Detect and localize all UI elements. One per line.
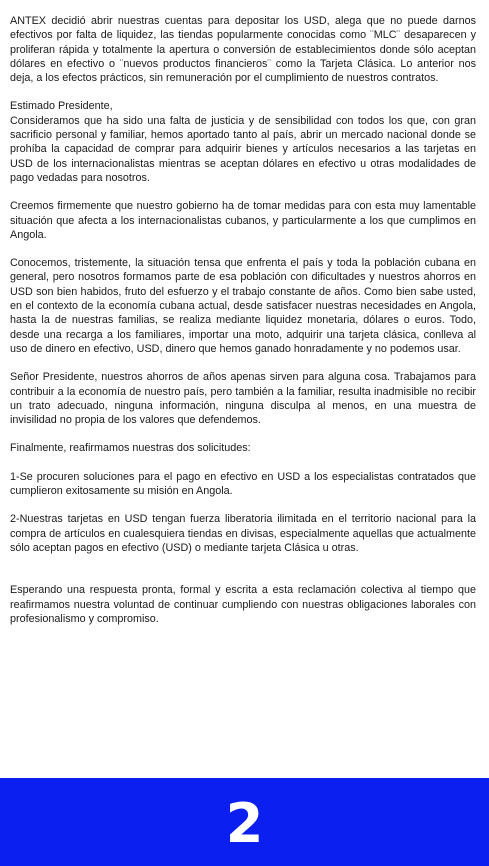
page-number: 2 bbox=[225, 792, 264, 855]
spacer bbox=[10, 185, 476, 199]
paragraph-justice: Consideramos que ha sido una falta de justicia y de sensibilidad con todos los que, con gran sacrificio personal y familiar, hemos aportado tanto al país, abrir un mercado nacional donde se prohíba la capacidad de comprar para adquirir bienes y artículos necesarios a las tarjetas en USD de los internacionalistas mientras se aceptan dólares en efectivo u otras modalidades de pago vedadas para nosotros. bbox=[10, 114, 476, 184]
paragraph-closing: Esperando una respuesta pronta, formal y escrita a esta reclamación colectiva al tiempo que reafirmamos nuestra voluntad de continuar cumpliendo con nuestras obligaciones laborales con profesionalismo y compromiso. bbox=[10, 584, 476, 625]
salutation: Estimado Presidente, bbox=[10, 100, 113, 113]
paragraph-situation: Conocemos, tristemente, la situación tensa que enfrenta el país y toda la población cubana en general, pero nosotros formamos parte de esa población con dificultades y nuestros ahorros en USD son bien habidos, fruto del esfuerzo y el trabajo constante de años. Como bien sabe usted, en el contexto de la economía cubana actual, desde satisfacer nuestras necesidades en Angola, hasta la de nuestras familias, se realiza mediante liquidez monetaria, dólares o euros. Todo, desde una recarga a los familiares, importar una moto, adquirir una tarjeta clásica, conlleva al uso de dinero en efectivo, USD, dinero que hemos ganado honradamente y no podemos usar. bbox=[10, 257, 476, 355]
request-item-1: 1-Se procuren soluciones para el pago en efectivo en USD a los especialistas contratados que cumplieron exitosamente su misión en Angola. bbox=[10, 470, 476, 498]
page-footer-band bbox=[0, 778, 489, 866]
spacer bbox=[10, 555, 476, 583]
spacer bbox=[10, 356, 476, 370]
spacer bbox=[10, 242, 476, 256]
spacer bbox=[10, 427, 476, 441]
letter-body bbox=[10, 14, 476, 626]
spacer bbox=[10, 456, 476, 470]
request-item-2: 2-Nuestras tarjetas en USD tengan fuerza liberatoria ilimitada en el territorio nacional para la compra de artículos en cualesquiera tiendas en divisas, especialmente aquellas que actualmente sólo aceptan pagos en efectivo (USD) o mediante tarjeta Clásica u otras. bbox=[10, 513, 476, 554]
paragraph-requests-intro: Finalmente, reafirmamos nuestras dos solicitudes: bbox=[10, 442, 251, 455]
spacer bbox=[10, 498, 476, 512]
paragraph-savings: Señor Presidente, nuestros ahorros de años apenas sirven para alguna cosa. Trabajamos para contribuir a la economía de nuestro país, pero también a la familiar, resulta inadmisible no recibir un trato adecuado, ninguna información, ninguna disculpa al menos, en una muestra de invisilidad no propia de los valores que defendemos. bbox=[10, 371, 476, 427]
spacer bbox=[10, 85, 476, 99]
paragraph-antex: ANTEX decidió abrir nuestras cuentas para depositar los USD, alega que no puede darnos efectivos por falta de liquidez, las tiendas popularmente conocidas como ¨MLC¨ desaparecen y proliferan rápida y totalmente la apertura o conversión de establecimientos donde sólo aceptan dólares en efectivo o ¨nuevos productos financieros¨ como la Tarjeta Clásica. Lo anterior nos deja, a los efectos prácticos, sin remuneración por el cumplimiento de nuestros contratos. bbox=[10, 15, 476, 85]
paragraph-government: Creemos firmemente que nuestro gobierno ha de tomar medidas para con esta muy lamentable situación que afecta a los internacionalistas cubanos, y particularmente a los que cumplimos en Angola. bbox=[10, 200, 476, 241]
